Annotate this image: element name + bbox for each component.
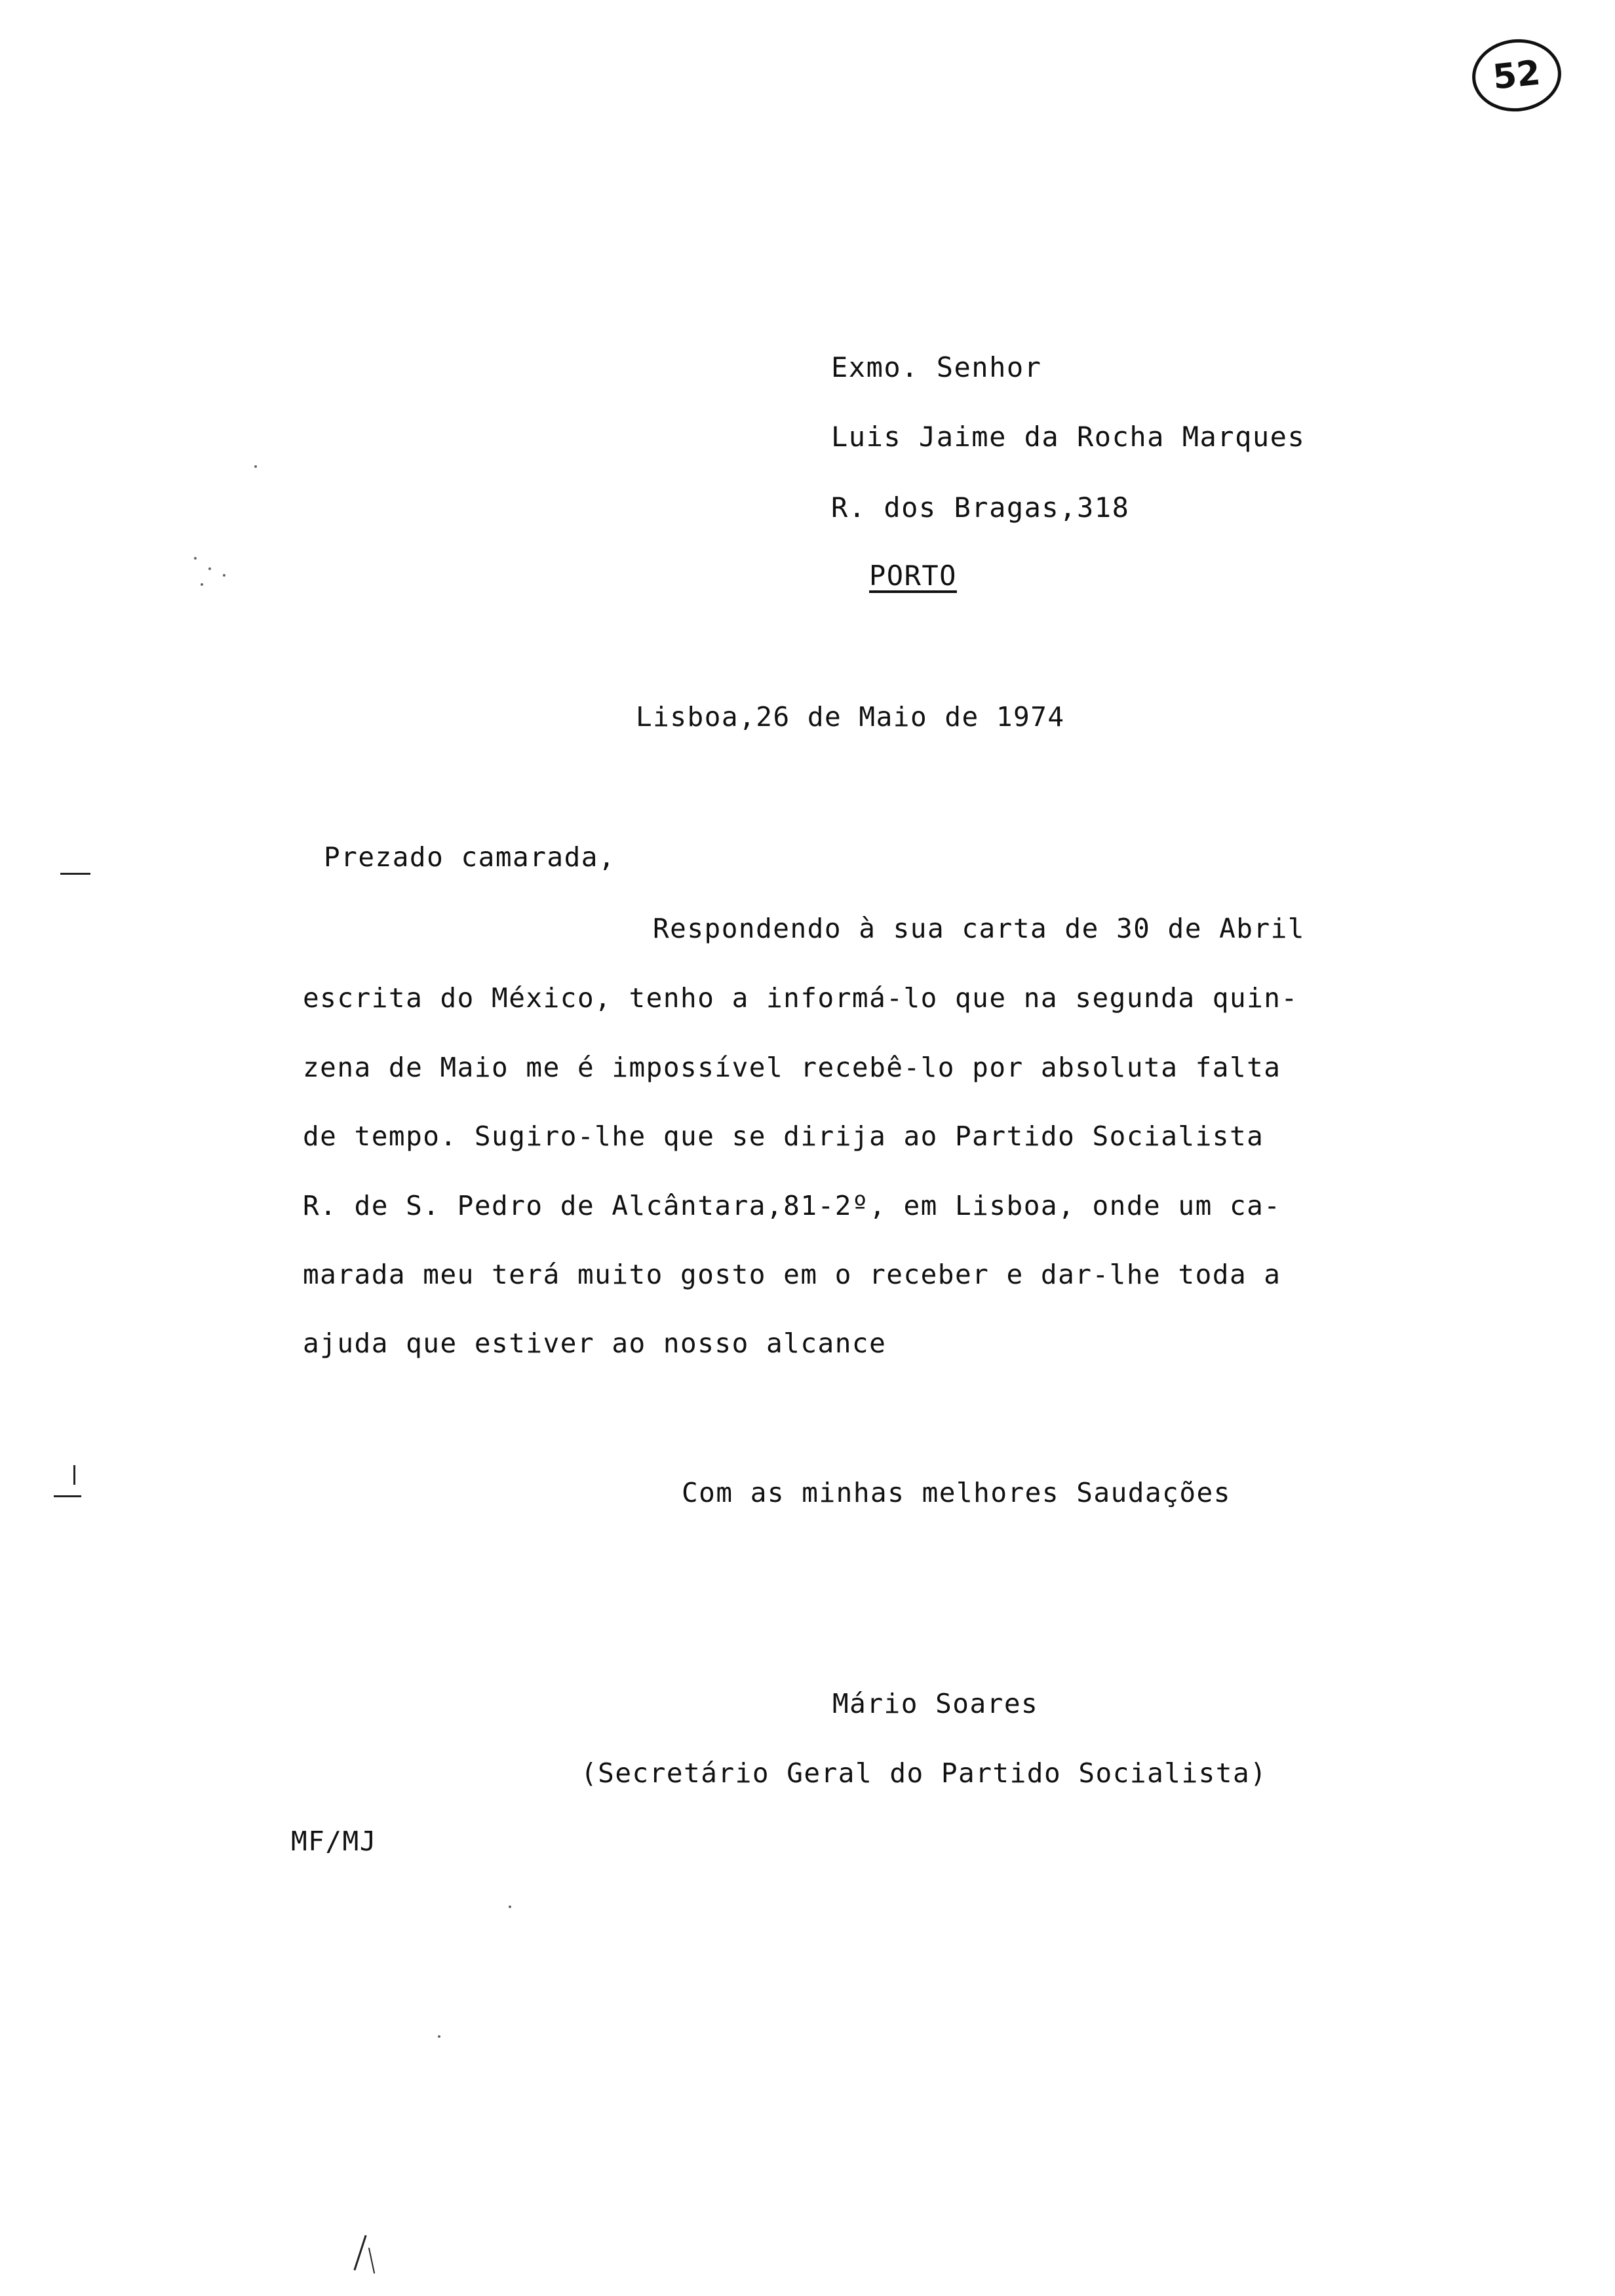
page-number-stamp (1469, 35, 1565, 116)
margin-mark (368, 2248, 375, 2274)
date-line: Lisboa,26 de Maio de 1974 (636, 701, 1065, 733)
margin-mark (73, 1465, 75, 1485)
page-number: 52 (1490, 53, 1543, 98)
reference-initials: MF/MJ (291, 1826, 377, 1857)
body-line: de tempo. Sugiro-lhe que se dirija ao Partido Socialista (303, 1120, 1264, 1152)
body-line: Respondendo à sua carta de 30 de Abril (653, 913, 1305, 944)
scan-speck (208, 567, 211, 570)
scan-speck (201, 583, 203, 586)
margin-mark (60, 873, 90, 875)
scan-speck (254, 465, 257, 468)
margin-mark (54, 1495, 81, 1497)
recipient-name: Luis Jaime da Rocha Marques (831, 421, 1306, 453)
signatory-name: Mário Soares (832, 1688, 1039, 1719)
recipient-city: PORTO (869, 560, 957, 592)
body-line: zena de Maio me é impossível recebê-lo por absoluta falta (303, 1052, 1281, 1083)
closing: Com as minhas melhores Saudações (682, 1477, 1231, 1508)
greeting: Prezado camarada, (324, 841, 616, 873)
body-line: ajuda que estiver ao nosso alcance (303, 1328, 887, 1359)
scan-speck (194, 557, 197, 560)
scan-speck (438, 2035, 440, 2038)
margin-mark (353, 2235, 366, 2270)
recipient-salutation: Exmo. Senhor (831, 351, 1042, 383)
body-line: R. de S. Pedro de Alcântara,81-2º, em Lisboa, onde um ca- (303, 1190, 1281, 1221)
scan-speck (223, 574, 225, 577)
body-line: escrita do México, tenho a informá-lo que na segunda quin- (303, 982, 1298, 1014)
body-line: marada meu terá muito gosto em o receber e dar-lhe toda a (303, 1259, 1281, 1290)
recipient-street: R. dos Bragas,318 (831, 491, 1130, 524)
scan-speck (509, 1905, 511, 1908)
signatory-title: (Secretário Geral do Partido Socialista) (581, 1757, 1268, 1789)
